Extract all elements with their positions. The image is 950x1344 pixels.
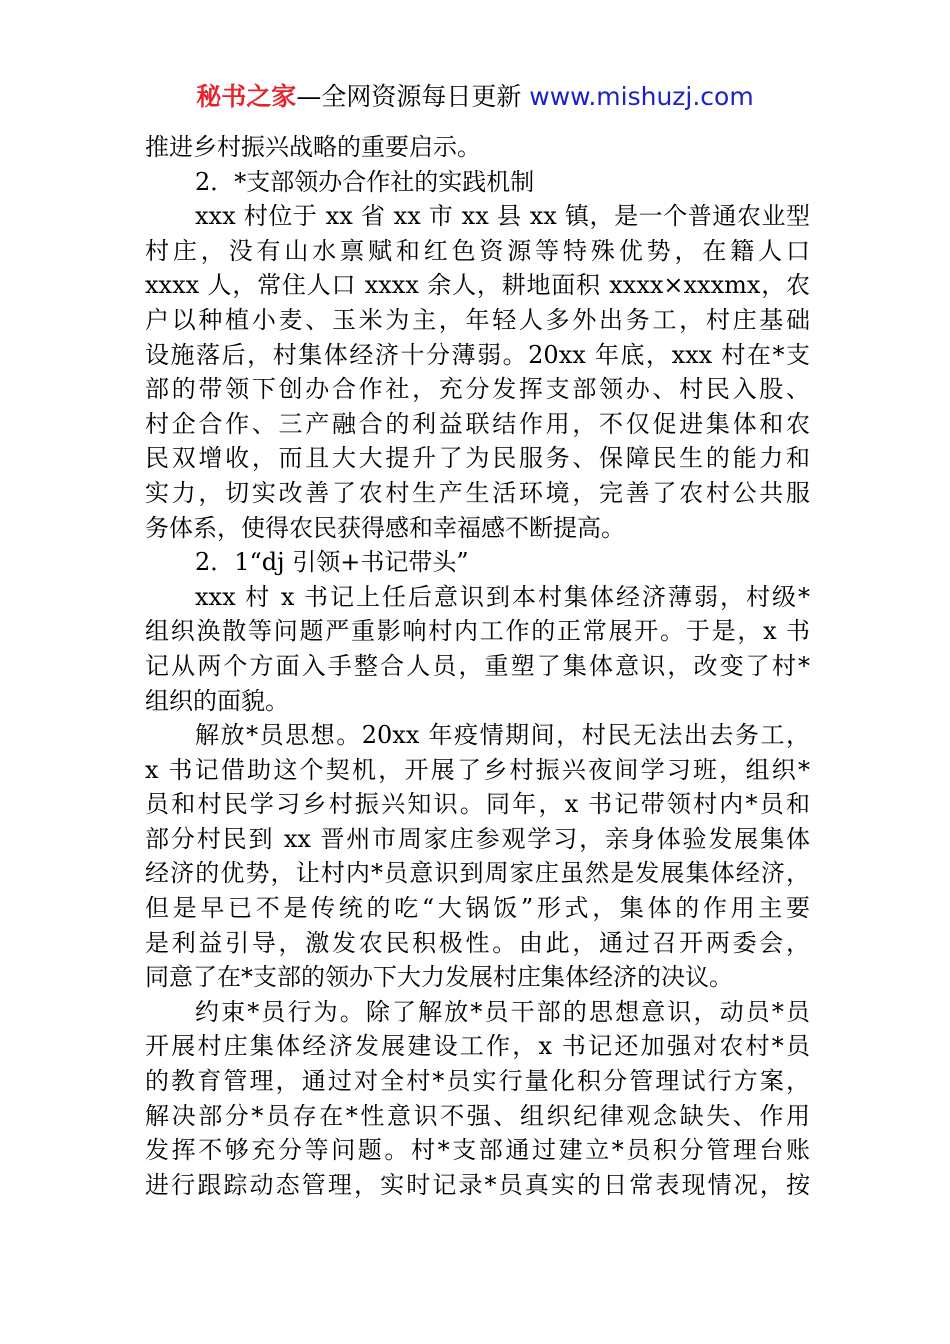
text-line: 务体系，使得农民获得感和幸福感不断提高。 <box>145 513 625 542</box>
text-line: 村庄，没有山水禀赋和红色资源等特殊优势，在籍人口 <box>145 236 810 265</box>
text-line: 同意了在*支部的领办下大力发展村庄集体经济的决议。 <box>145 963 733 992</box>
text-line: 解决部分*员存在*性意识不强、组织纪律观念缺失、作用 <box>145 1101 810 1130</box>
text-line: 户以种植小麦、玉米为主，年轻人多外出务工，村庄基础 <box>145 305 810 334</box>
text-line: 部的带领下创办合作社，充分发挥支部领办、村民入股、 <box>145 375 810 404</box>
text-line: 推进乡村振兴战略的重要启示。 <box>145 133 481 161</box>
text-line: 组织涣散等问题严重影响村内工作的正常展开。于是，x 书 <box>145 617 810 646</box>
text-line: 部分村民到 xx 晋州市周家庄参观学习，亲身体验发展集体 <box>145 824 810 853</box>
site-header <box>0 80 950 114</box>
text-line: 约束*员行为。除了解放*员干部的思想意识，动员*员 <box>195 997 810 1026</box>
text-line: xxx 村 x 书记上任后意识到本村集体经济薄弱，村级* <box>195 582 810 611</box>
text-line: 但是早已不是传统的吃“大锅饭”形式，集体的作用主要 <box>145 894 810 923</box>
text-line: 员和村民学习乡村振兴知识。同年，x 书记带领村内*员和 <box>145 790 810 819</box>
subsection-heading: 2．1“dj 引领+书记带头” <box>195 548 469 577</box>
text-line: 设施落后，村集体经济十分薄弱。20xx 年底，xxx 村在*支 <box>145 340 810 369</box>
site-tagline: —全网资源每日更新 <box>296 82 522 111</box>
text-line: 实力，切实改善了农村生产生活环境，完善了农村公共服 <box>145 478 810 507</box>
section-heading: 2．*支部领办合作社的实践机制 <box>195 167 535 196</box>
text-line: x 书记借助这个契机，开展了乡村振兴夜间学习班，组织* <box>145 755 810 784</box>
text-line: 发挥不够充分等问题。村*支部通过建立*员积分管理台账 <box>145 1136 810 1165</box>
text-line: 记从两个方面入手整合人员，重塑了集体意识，改变了村* <box>145 651 810 680</box>
text-line: 经济的优势，让村内*员意识到周家庄虽然是发展集体经济， <box>145 859 810 888</box>
text-line: 村企合作、三产融合的利益联结作用，不仅促进集体和农 <box>145 409 810 438</box>
site-brand: 秘书之家 <box>196 82 297 111</box>
text-line: 进行跟踪动态管理，实时记录*员真实的日常表现情况，按 <box>145 1170 810 1199</box>
text-line: xxxx 人，常住人口 xxxx 余人，耕地面积 xxxx×xxxmx，农 <box>145 271 810 300</box>
text-line: xxx 村位于 xx 省 xx 市 xx 县 xx 镇，是一个普通农业型 <box>195 202 810 231</box>
text-line: 是利益引导，激发农民积极性。由此，通过召开两委会， <box>145 928 810 957</box>
text-line: 组织的面貌。 <box>145 686 289 715</box>
text-line: 的教育管理，通过对全村*员实行量化积分管理试行方案， <box>145 1067 810 1096</box>
text-line: 民双增收，而且大大提升了为民服务、保障民生的能力和 <box>145 444 810 473</box>
site-url-link[interactable]: www.mishuzj.com <box>529 82 754 111</box>
text-line: 开展村庄集体经济发展建设工作，x 书记还加强对农村*员 <box>145 1032 810 1061</box>
document-body <box>145 130 810 1202</box>
text-line: 解放*员思想。20xx 年疫情期间，村民无法出去务工， <box>195 721 810 750</box>
